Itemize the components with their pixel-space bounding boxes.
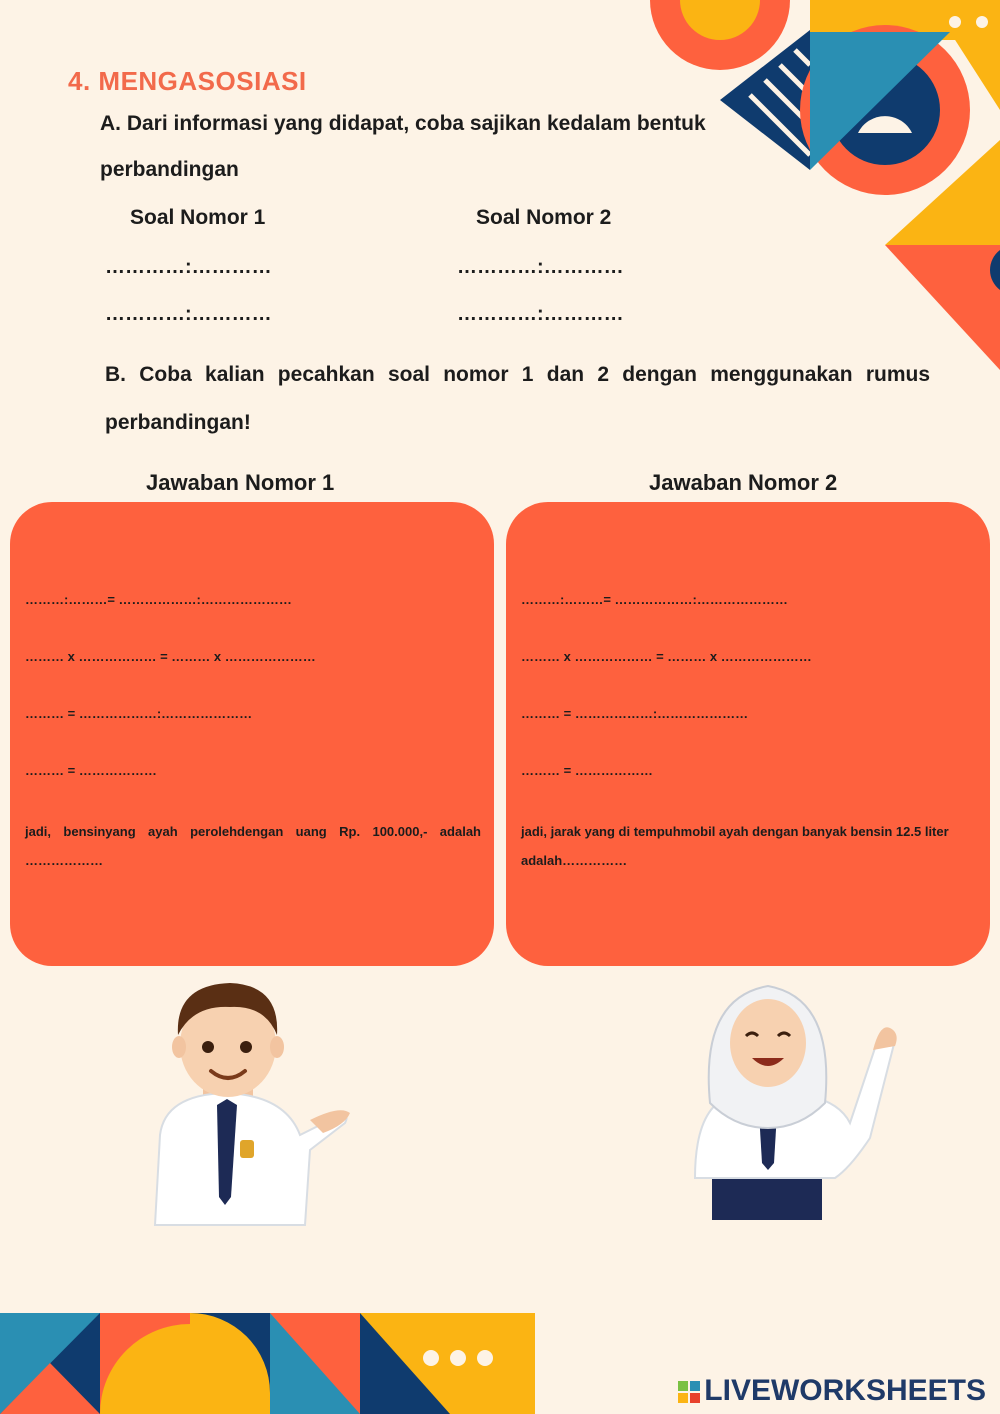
answer-2-card — [506, 502, 990, 966]
answer-1-conclusion-blank[interactable]: ……………… — [25, 853, 103, 868]
answer-2-step-2[interactable]: ……… x ……………… = ……… x ………………… — [521, 649, 812, 664]
answer-2-conclusion-blank[interactable]: adalah…………… — [521, 853, 628, 868]
answer-2-step-3[interactable]: ……… = ………………:………………… — [521, 706, 749, 721]
question-a-line2: perbandingan — [100, 158, 239, 181]
soal-2-label: Soal Nomor 2 — [476, 206, 612, 229]
decorative-shapes-bottom — [0, 1313, 540, 1414]
soal-2-ratio-blank[interactable]: …………:………… — [457, 303, 624, 325]
question-b-line1: B. Coba kalian pecahkan soal nomor 1 dan 2 dengan menggunakan rumus — [105, 363, 930, 386]
answer-1-heading: Jawaban Nomor 1 — [146, 470, 335, 495]
answer-1-step-2[interactable]: ……… x ……………… = ……… x ………………… — [25, 649, 316, 664]
question-b-line2: perbandingan! — [105, 411, 251, 434]
answer-2-conclusion-text: jadi, jarak yang di tempuhmobil ayah dengan banyak bensin 12.5 liter — [521, 824, 949, 839]
soal-1-ratio-blank[interactable]: …………:………… — [105, 303, 272, 325]
liveworksheets-logo-icon — [678, 1381, 700, 1403]
answer-1-step-1[interactable]: ………:………= ………………:………………… — [25, 592, 292, 607]
liveworksheets-logo — [678, 1374, 986, 1408]
decorative-shapes-top — [620, 0, 1000, 370]
answer-1-step-4[interactable]: ……… = ……………… — [25, 763, 157, 778]
answer-1-card — [10, 502, 494, 966]
soal-1-label: Soal Nomor 1 — [130, 206, 266, 229]
answer-1-step-3[interactable]: ……… = ………………:………………… — [25, 706, 253, 721]
girl-student-illustration — [690, 978, 905, 1223]
answer-2-conclusion — [521, 817, 977, 875]
question-a-line1: A. Dari informasi yang didapat, coba sajikan kedalam bentuk — [100, 112, 706, 135]
soal-2-ratio-blank[interactable]: …………:………… — [457, 256, 624, 278]
soal-1-ratio-blank[interactable]: …………:………… — [105, 256, 272, 278]
liveworksheets-brand-text: LIVEWORKSHEETS — [704, 1374, 986, 1407]
answer-2-heading: Jawaban Nomor 2 — [649, 470, 838, 495]
answer-1-conclusion — [25, 817, 481, 875]
answer-2-step-1[interactable]: ………:………= ………………:………………… — [521, 592, 788, 607]
answer-1-conclusion-text: jadi, bensinyang ayah perolehdengan uang Rp. 100.000,- adalah — [25, 824, 481, 839]
answer-2-step-4[interactable]: ……… = ……………… — [521, 763, 653, 778]
boy-student-illustration — [145, 975, 360, 1230]
section-title: 4. MENGASOSIASI — [68, 66, 307, 96]
